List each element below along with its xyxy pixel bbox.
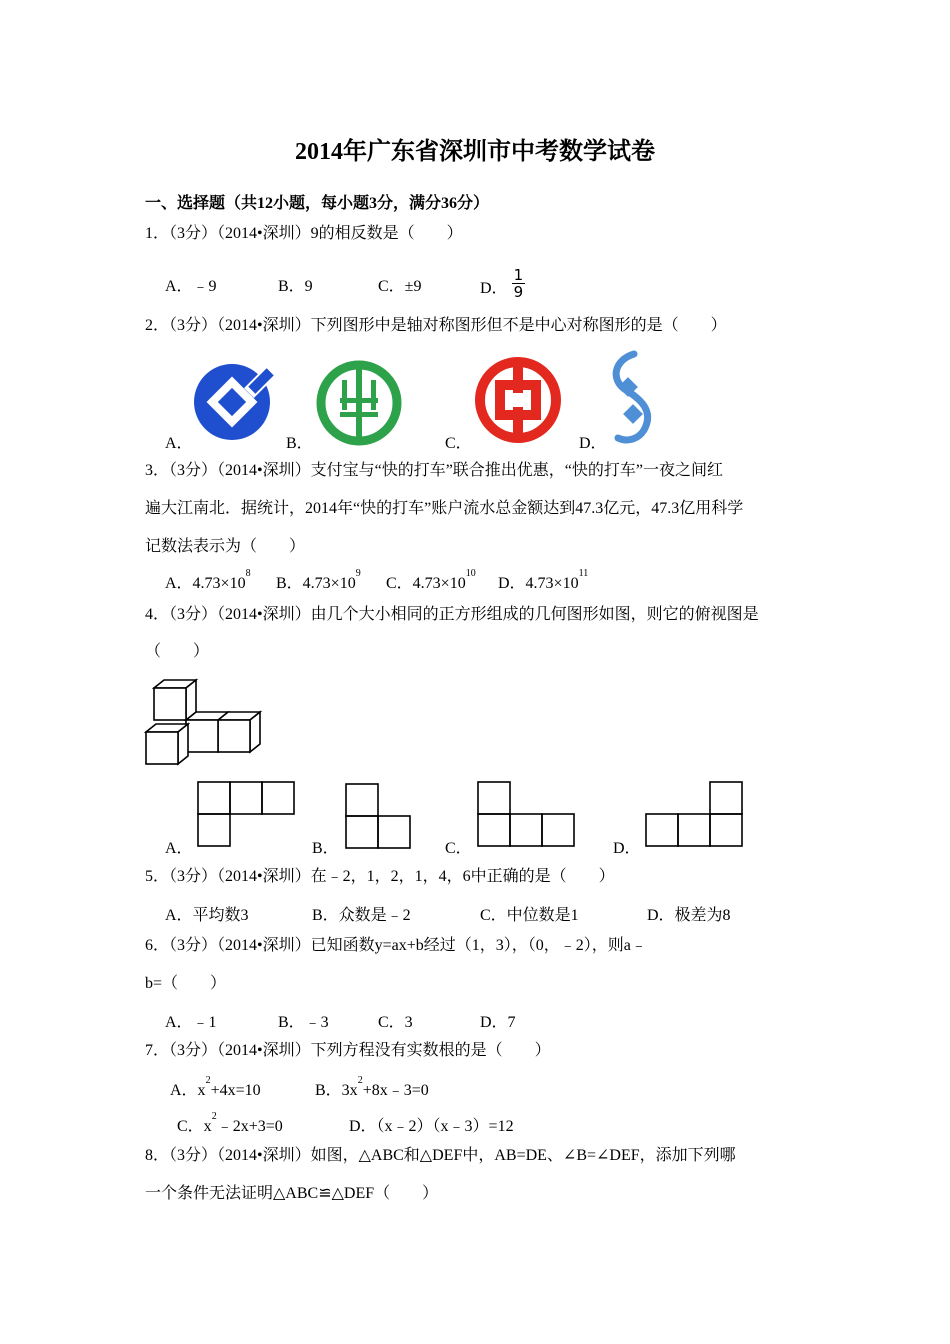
q5-option-c: C．中位数是1 — [480, 907, 579, 924]
q6-option-b: B．﹣3 — [278, 1014, 329, 1031]
q7-option-c-exponent: 2 — [211, 1111, 217, 1122]
fraction-denominator: 9 — [513, 283, 524, 301]
cube-solid-figure — [146, 678, 262, 768]
q7-option-b-post: +8x﹣3=0 — [362, 1082, 429, 1099]
q6-option-d: D．7 — [480, 1014, 516, 1031]
q3-option-d-base: D．4.73×10 — [498, 575, 579, 592]
q2-option-b: B． — [286, 435, 313, 452]
q2-option-c: C． — [445, 435, 472, 452]
q4-option-b: B． — [312, 840, 339, 857]
q1-option-a: A．﹣9 — [165, 278, 217, 295]
fraction-one-ninth — [512, 267, 526, 300]
fraction-numerator: 1 — [513, 266, 524, 284]
q6-option-a: A．﹣1 — [165, 1014, 217, 1031]
bank-of-communications-logo — [194, 360, 274, 442]
question-3-line-2: 遍大江南北．据统计，2014年“快的打车”账户流水总金额达到47.3亿元，47.3亿用科学 — [145, 500, 744, 517]
q7-option-a-pre: A．x — [170, 1082, 206, 1099]
q3-option-c-base: C．4.73×10 — [386, 575, 466, 592]
question-2-stem: 2．（3分）（2014•深圳）下列图形中是轴对称图形但不是中心对称图形的是（ ） — [145, 317, 727, 334]
industrial-bank-logo — [604, 350, 664, 444]
q7-option-c-pre: C．x — [177, 1118, 212, 1135]
question-4-line-1: 4．（3分）（2014•深圳）由几个大小相同的正方形组成的几何图形如图，则它的俯视图是 — [145, 606, 759, 623]
q3-option-b-base: B．4.73×10 — [276, 575, 356, 592]
section-heading: 一、选择题（共12小题，每小题3分，满分36分） — [145, 195, 490, 212]
q7-option-b-exponent: 2 — [357, 1075, 363, 1086]
q3-option-d-exponent: 11 — [578, 568, 589, 579]
q7-option-b — [315, 1077, 429, 1100]
q4-option-c: C． — [445, 840, 472, 857]
q2-option-a: A． — [165, 435, 193, 452]
q1-option-c: C．±9 — [378, 278, 422, 295]
question-6-line-2: b=（ ） — [145, 975, 227, 992]
question-4-line-2: （ ） — [145, 643, 210, 660]
q4-option-b-view — [345, 783, 413, 849]
q5-option-b: B．众数是﹣2 — [312, 907, 411, 924]
question-3-line-3: 记数法表示为（ ） — [145, 538, 306, 555]
q1-option-d-label: D． — [480, 280, 508, 298]
question-8-line-2: 一个条件无法证明△ABC≌△DEF（ ） — [145, 1185, 439, 1202]
question-6-line-1: 6．（3分）（2014•深圳）已知函数y=ax+b经过（1，3），（0，﹣2），则a﹣ — [145, 937, 647, 954]
question-3-line-1: 3．（3分）（2014•深圳）支付宝与“快的打车”联合推出优惠，“快的打车”一夜之间红 — [145, 462, 724, 479]
q7-option-b-pre: B．3x — [315, 1082, 358, 1099]
q5-option-a: A．平均数3 — [165, 907, 249, 924]
bank-of-china-logo — [474, 357, 562, 443]
q3-option-b — [276, 570, 361, 593]
q3-option-c — [386, 570, 476, 593]
q3-option-d — [498, 570, 588, 593]
page-title: 2014年广东省深圳市中考数学试卷 — [295, 139, 655, 165]
q4-option-a-view — [197, 781, 297, 847]
q7-option-a — [170, 1077, 261, 1100]
question-8-line-1: 8．（3分）（2014•深圳）如图，△ABC和△DEF中，AB=DE、∠B=∠DEF，添加下列哪 — [145, 1147, 736, 1164]
q2-option-d: D． — [579, 435, 607, 452]
question-1-stem: 1．（3分）（2014•深圳）9的相反数是（ ） — [145, 225, 463, 242]
q1-option-b: B．9 — [278, 278, 313, 295]
q3-option-a-base: A．4.73×10 — [165, 575, 246, 592]
q4-option-a: A． — [165, 840, 193, 857]
q7-option-c-post: ﹣2x+3=0 — [216, 1118, 283, 1135]
q4-option-c-view — [477, 781, 577, 847]
q5-option-d: D．极差为8 — [647, 907, 731, 924]
q7-option-a-exponent: 2 — [205, 1075, 211, 1086]
question-7-stem: 7．（3分）（2014•深圳）下列方程没有实数根的是（ ） — [145, 1042, 551, 1059]
q1-option-d — [480, 266, 525, 306]
q3-option-c-exponent: 10 — [465, 568, 476, 579]
q7-option-a-post: +4x=10 — [210, 1082, 261, 1099]
q4-option-d: D． — [613, 840, 641, 857]
agricultural-bank-logo — [316, 360, 402, 446]
q7-option-c — [177, 1113, 283, 1136]
q3-option-a-exponent: 8 — [245, 568, 251, 579]
q4-option-d-view — [645, 781, 745, 847]
q3-option-a — [165, 570, 251, 593]
q6-option-c: C．3 — [378, 1014, 413, 1031]
q7-option-d: D．（x﹣2）（x﹣3）=12 — [349, 1118, 514, 1135]
question-5-stem: 5．（3分）（2014•深圳）在﹣2，1，2，1，4，6中正确的是（ ） — [145, 868, 615, 885]
q3-option-b-exponent: 9 — [355, 568, 361, 579]
